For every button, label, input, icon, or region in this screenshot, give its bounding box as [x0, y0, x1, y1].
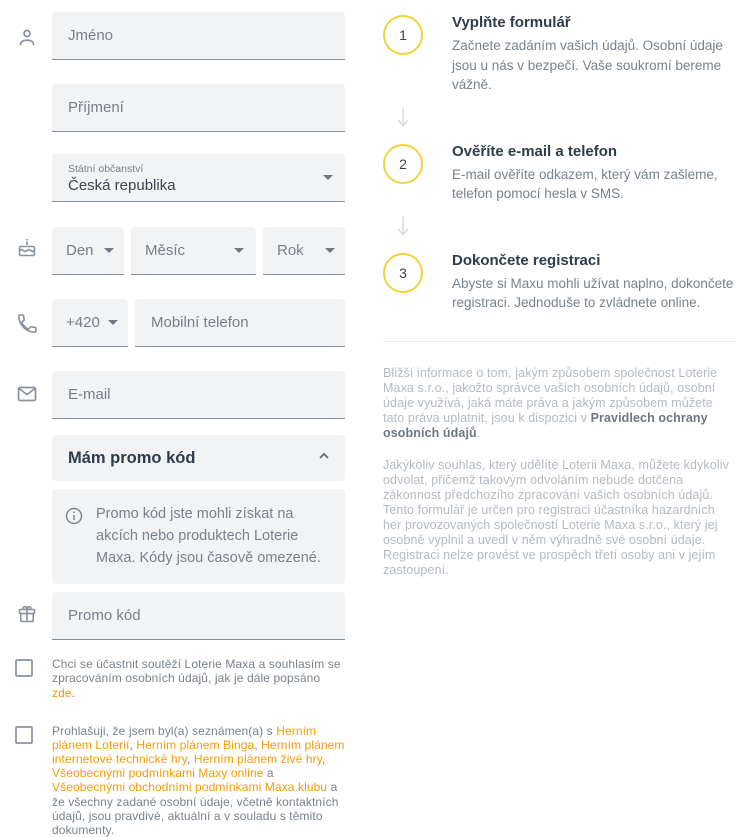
info-icon [64, 504, 84, 569]
step-1-description: Začnete zadáním vašich údajů. Osobní údaje jsou u nás v bezpečí. Vaše soukromí bereme vážně. [452, 38, 723, 93]
legal-paragraph-privacy: Bližší informace o tom, jakým způsobem společnost Loterie Maxa s.r.o., jakožto správce vašich osobních údajů, osobní údaje využívá, jaká máte práva a jakým způsobem můžete tato práva uplatnit, jsou k dispozici v Pravidlech ochrany osobních údajů. [383, 365, 718, 440]
bingo-game-plan-link[interactable]: Herním plánem Binga [136, 737, 255, 752]
first-name-placeholder: Jméno [68, 27, 114, 44]
section-divider [383, 341, 736, 342]
phone-prefix-select[interactable] [52, 299, 128, 347]
mail-icon [15, 371, 52, 406]
promo-input-row [15, 592, 345, 640]
lottery-game-plan-link[interactable]: Herním plánem Loterií [52, 723, 317, 752]
step-2-number: 2 [399, 155, 407, 172]
phone-row [15, 299, 345, 347]
promo-info-box [52, 489, 345, 584]
terms-consent-text: Prohlašuji, že jsem byl(a) seznámen(a) s Herním plánem Loterií, Herním plánem Binga, Herním plánem internetové technické hry, Herním plánem živé hry, Všeobecnými podmínkami Maxy online a Všeobecnými obchodními podmínkami Maxa klubu a že všechny zadané osobní údaje, včetně kontaktních údajů, jsou pravdivé, aktuální a v souladu s těmito dokumenty. [52, 723, 345, 837]
first-name-row [15, 12, 345, 60]
maxa-online-terms-link[interactable]: Všeobecnými podmínkami Maxy online [52, 766, 264, 781]
email-placeholder: E-mail [68, 386, 111, 403]
phone-icon [15, 299, 52, 336]
step-2-description: E-mail ověříte odkazem, který vám zašleme, telefon pomocí hesla v SMS. [452, 166, 718, 202]
citizenship-label: Státní občanství [68, 163, 144, 175]
step-3-number: 3 [399, 264, 407, 281]
live-game-plan-link[interactable]: Herním plánem živé hry [193, 752, 322, 767]
internet-technical-game-plan-link[interactable]: Herním plánem internetové technické hry [52, 737, 345, 767]
step-1-badge [383, 15, 423, 55]
first-name-input[interactable] [52, 12, 345, 60]
mobile-phone-placeholder: Mobilní telefon [151, 314, 249, 331]
mobile-phone-input[interactable] [135, 299, 345, 347]
birthday-cake-icon [15, 227, 52, 261]
last-name-row [15, 84, 345, 132]
registration-steps-panel [383, 0, 736, 595]
terms-consent-row [15, 724, 345, 837]
step-2-badge [383, 144, 423, 184]
step-3 [383, 250, 736, 313]
legal-paragraph-withdrawal: Jakýkoliv souhlas, který udělíte Loterii Maxa, můžete kdykoliv odvolat, přičemž takovým odvoláním nebude dotčena zákonnost předchozího zpracování vašich osobních údajů. Tento formulář je určen pro registraci účastníka hazardních her provozovaných společností Loterie Maxa s.r.o., který jej osobně vyplnil a uvedl v něm výhradně své osobní údaje. Registraci nelze provést ve prospěch třetí osoby ani v jejím zastoupení. [383, 457, 729, 577]
caret-down-icon [325, 248, 335, 253]
email-input[interactable] [52, 371, 345, 419]
promo-toggle-label: Mám promo kód [68, 448, 196, 467]
marketing-consent-row [15, 657, 345, 699]
step-1-number: 1 [399, 27, 407, 43]
birth-month-placeholder: Měsíc [145, 242, 186, 259]
birth-day-select[interactable] [52, 227, 124, 275]
citizenship-select[interactable] [52, 154, 345, 202]
citizenship-value: Česká republika [68, 177, 176, 194]
birth-date-row [15, 227, 345, 275]
last-name-input[interactable] [52, 84, 345, 132]
promo-code-placeholder: Promo kód [68, 607, 141, 625]
email-row [15, 371, 345, 419]
step-3-description: Abyste si Maxu mohli užívat naplno, dokončete registraci. Jednoduše to zvládnete online. [452, 275, 734, 311]
step-2-title: Ověříte e-mail a telefon [452, 142, 618, 160]
citizenship-row [15, 154, 345, 202]
privacy-policy-link[interactable]: Pravidlech ochrany osobních údajů [383, 410, 708, 440]
marketing-consent-text: Chci se účastnit soutěží Loterie Maxa a souhlasím se zpracováním osobních údajů, jak je dále popsáno zde. [52, 657, 341, 700]
promo-info-row [15, 489, 345, 584]
last-name-placeholder: Příjmení [68, 99, 124, 116]
birth-month-select[interactable] [131, 227, 256, 275]
gift-icon [15, 592, 52, 626]
arrow-down-icon [396, 215, 736, 239]
promo-code-input[interactable] [52, 592, 345, 640]
caret-down-icon [234, 248, 244, 253]
step-1 [383, 12, 736, 95]
consent-here-link[interactable]: zde [52, 685, 72, 700]
promo-code-toggle[interactable] [52, 435, 345, 481]
promo-toggle-row [15, 435, 345, 481]
promo-info-text: Promo kód jste mohli získat na akcích nebo produktech Loterie Maxa. Kódy jsou časově omezené. [96, 506, 321, 566]
step-3-title: Dokončete registraci [452, 251, 601, 269]
terms-consent-checkbox[interactable] [15, 726, 33, 744]
caret-down-icon [323, 175, 333, 180]
caret-down-icon [108, 320, 118, 325]
marketing-consent-checkbox[interactable] [15, 659, 33, 677]
registration-form [15, 0, 345, 837]
caret-down-icon [104, 248, 114, 253]
person-icon [15, 12, 52, 50]
step-2 [383, 141, 736, 204]
step-1-title: Vyplňte formulář [452, 14, 571, 31]
step-3-badge [383, 253, 423, 293]
chevron-up-icon [317, 449, 331, 468]
maxa-club-terms-link[interactable]: Všeobecnými obchodními podmínkami Maxa klubu [52, 780, 328, 795]
birth-year-placeholder: Rok [277, 242, 304, 259]
arrow-down-icon [396, 106, 736, 130]
phone-prefix-value: +420 [66, 314, 100, 331]
birth-year-select[interactable] [263, 227, 345, 275]
birth-day-placeholder: Den [66, 242, 94, 259]
